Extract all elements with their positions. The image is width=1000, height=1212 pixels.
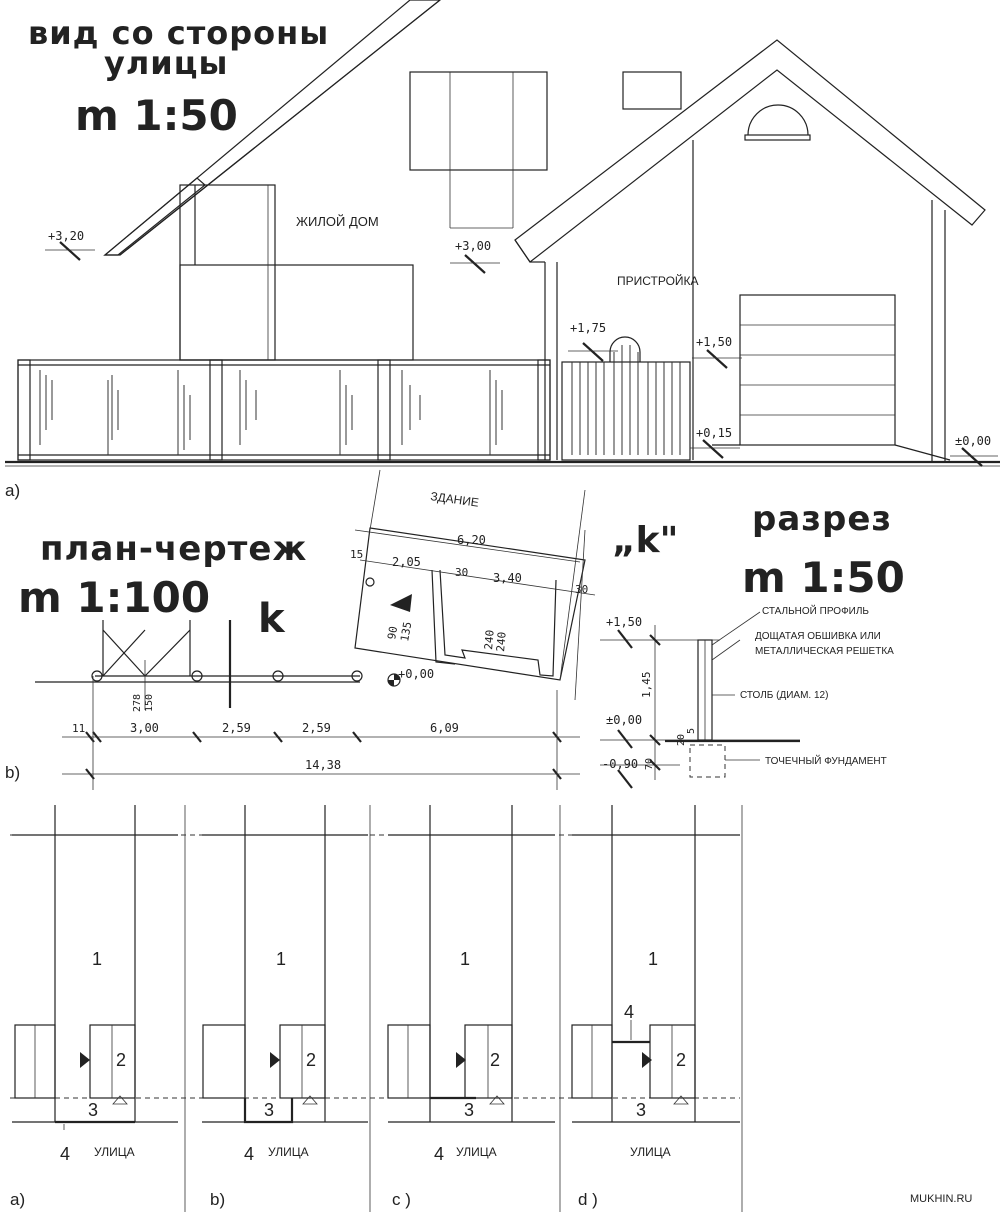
plan-view — [5, 470, 595, 790]
elevation-title-line2: улицы — [104, 44, 229, 82]
section-note-profile: СТАЛЬНОЙ ПРОФИЛЬ — [762, 606, 869, 617]
section-scale: m 1:50 — [742, 553, 905, 602]
section-dim-70: 70 — [644, 757, 655, 770]
variant-b-yard: 3 — [264, 1100, 275, 1120]
elevation-fence — [18, 360, 550, 460]
variant-d-caption: d ) — [578, 1190, 598, 1209]
variant-d-street: УЛИЦА — [630, 1145, 671, 1159]
section-note-boards: ДОЩАТАЯ ОБШИВКА ИЛИ — [755, 631, 881, 642]
variant-b-plot: 1 — [276, 949, 287, 969]
variant-c-fence: 4 — [434, 1144, 445, 1164]
plan-dim-240b: 240 — [494, 631, 509, 653]
variant-b-fence: 4 — [244, 1144, 255, 1164]
plan-dim-150: 150 — [144, 693, 155, 712]
variant-b — [202, 805, 368, 1209]
variant-c-plot: 1 — [460, 949, 471, 969]
plan-dim-300: 3,00 — [130, 721, 159, 735]
variant-d-building: 2 — [676, 1050, 687, 1070]
level-175: +1,75 — [570, 321, 607, 335]
variant-a — [10, 805, 178, 1209]
elevation-scale: m 1:50 — [75, 91, 238, 140]
section-note-post: СТОЛБ (ДИАМ. 12) — [740, 690, 829, 701]
section-view — [600, 499, 905, 788]
section-note-foundation: ТОЧЕЧНЫЙ ФУНДАМЕНТ — [765, 756, 887, 767]
variant-a-caption: а) — [10, 1190, 26, 1209]
variant-c-street: УЛИЦА — [456, 1145, 497, 1159]
plan-total: 14,38 — [305, 758, 342, 772]
section-note-grid: МЕТАЛЛИЧЕСКАЯ РЕШЕТКА — [755, 646, 894, 657]
variant-b-building: 2 — [306, 1050, 317, 1070]
plan-dim-620: 6,20 — [457, 533, 486, 547]
level-320: +3,20 — [48, 229, 85, 243]
plan-dim-259a: 2,59 — [222, 721, 251, 735]
plan-scale: m 1:100 — [18, 573, 211, 622]
plan-dim-90: 90 — [385, 625, 401, 641]
section-dim-5: 5 — [686, 727, 697, 734]
section-level-m090: -0,90 — [602, 757, 639, 771]
level-000: ±0,00 — [955, 434, 992, 448]
plan-section-mark: k — [258, 596, 285, 642]
variant-a-plot: 1 — [92, 949, 103, 969]
section-mark: „k" — [612, 520, 679, 561]
variant-a-fence: 4 — [60, 1144, 71, 1164]
variant-d — [572, 805, 740, 1209]
level-300: +3,00 — [455, 239, 492, 253]
plan-dim-205: 2,05 — [392, 555, 421, 569]
variant-d-yard: 3 — [636, 1100, 647, 1120]
variant-a-yard: 3 — [88, 1100, 99, 1120]
plan-dim-240a: 240 — [482, 629, 497, 651]
section-dim-20: 20 — [676, 733, 687, 746]
variant-b-caption: b) — [210, 1190, 226, 1209]
section-dim-145: 1,45 — [640, 671, 653, 698]
variant-c-caption: c ) — [392, 1190, 411, 1209]
level-015: +0,15 — [696, 426, 733, 440]
plan-dim-609: 6,09 — [430, 721, 459, 735]
variant-c-building: 2 — [490, 1050, 501, 1070]
plan-dim-15: 15 — [350, 548, 364, 561]
watermark: MUKHIN.RU — [910, 1193, 973, 1205]
plan-dim-135: 135 — [398, 620, 415, 643]
elevation-gate — [562, 337, 690, 460]
plan-dim-259b: 2,59 — [302, 721, 331, 735]
elevation-caption: а) — [5, 481, 21, 500]
section-level-000: ±0,00 — [606, 713, 643, 727]
variant-plans — [10, 805, 742, 1212]
plan-dim-30a: 30 — [455, 566, 469, 579]
plan-building-label: ЗДАНИЕ — [429, 489, 480, 510]
plan-title: план-чертеж — [40, 529, 308, 569]
plan-dim-30b: 30 — [575, 583, 589, 596]
variant-d-plot: 1 — [648, 949, 659, 969]
section-title: разрез — [752, 499, 893, 539]
variant-c-yard: 3 — [464, 1100, 475, 1120]
elevation-view — [5, 0, 1000, 500]
plan-level-000: +0,00 — [398, 667, 435, 681]
variant-c — [388, 805, 555, 1209]
plan-dim-278: 278 — [132, 693, 143, 712]
variant-a-street: УЛИЦА — [94, 1145, 135, 1159]
plan-dim-11: 11 — [72, 722, 86, 735]
section-level-150: +1,50 — [606, 615, 643, 629]
label-annex: ПРИСТРОЙКА — [617, 274, 699, 288]
variant-a-building: 2 — [116, 1050, 127, 1070]
elevation-title-line1: вид со стороны — [28, 14, 330, 52]
variant-d-fence: 4 — [624, 1002, 635, 1022]
plan-dim-340: 3,40 — [493, 571, 522, 585]
variant-b-street: УЛИЦА — [268, 1145, 309, 1159]
elevation-level-markers — [45, 242, 998, 466]
plan-caption: b) — [5, 763, 21, 782]
label-house: ЖИЛОЙ ДОМ — [296, 214, 379, 229]
level-150: +1,50 — [696, 335, 733, 349]
